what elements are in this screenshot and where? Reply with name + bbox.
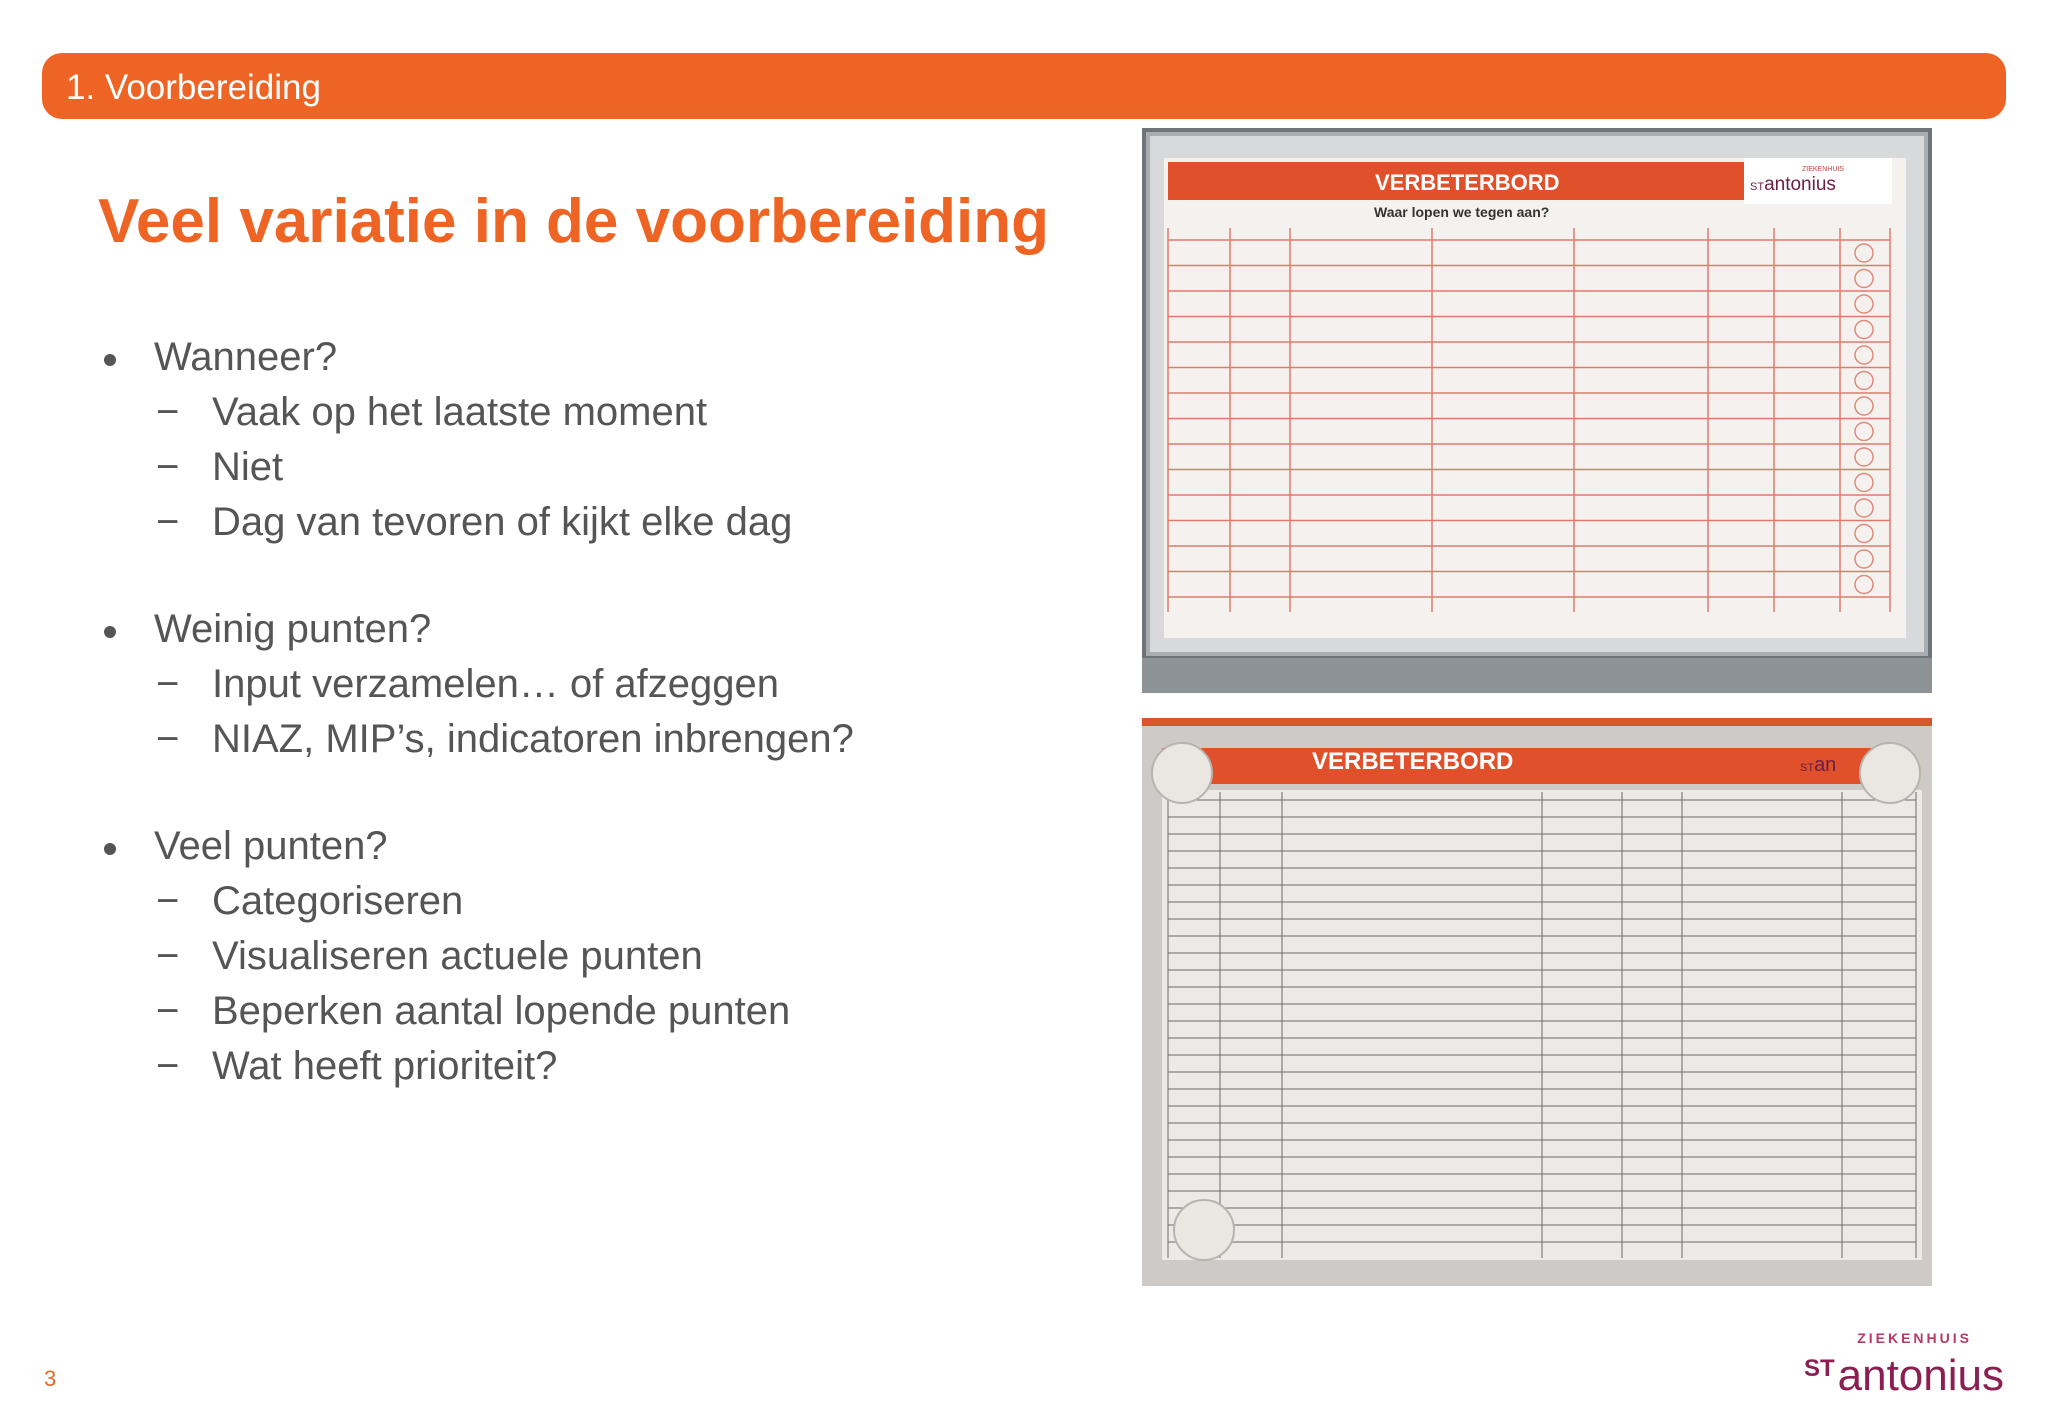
sub-item: − Dag van tevoren of kijkt elke dag bbox=[100, 495, 1100, 550]
bullet-list bbox=[100, 330, 1100, 1146]
board-1-subtitle: Waar lopen we tegen aan? bbox=[1374, 204, 1550, 220]
st-antonius-logo bbox=[1804, 1330, 2004, 1399]
sub-item: − Input verzamelen… of afzeggen bbox=[100, 657, 1100, 712]
logo-name: antonius bbox=[1837, 1351, 2004, 1400]
slide-title: Veel variatie in de voorbereiding bbox=[98, 187, 1050, 256]
sub-item: − Visualiseren actuele punten bbox=[100, 929, 1100, 984]
board-1-title: VERBETERBORD bbox=[1375, 170, 1560, 195]
bullet-item: Weinig punten? bbox=[100, 602, 1100, 657]
section-label: 1. Voorbereiding bbox=[66, 68, 321, 107]
board-1-logo-top: ZIEKENHUIS bbox=[1802, 166, 1845, 173]
bullet-group bbox=[100, 819, 1100, 1094]
sub-item: − Beperken aantal lopende punten bbox=[100, 984, 1100, 1039]
logo-wordmark bbox=[1804, 1346, 2004, 1399]
bullet-group bbox=[100, 330, 1100, 550]
section-header-bar bbox=[42, 53, 2006, 119]
sub-item: − NIAZ, MIP’s, indicatoren inbrengen? bbox=[100, 712, 1100, 767]
bullet-item: Wanneer? bbox=[100, 330, 1100, 385]
sub-item: − Niet bbox=[100, 440, 1100, 495]
logo-subtitle: ZIEKENHUIS bbox=[1857, 1330, 1972, 1346]
board-1-logo: STantonius bbox=[1750, 174, 1836, 195]
logo-st: ST bbox=[1803, 1355, 1835, 1382]
sub-item: − Wat heeft prioriteit? bbox=[100, 1039, 1100, 1094]
whiteboard-photo-2 bbox=[1142, 718, 1932, 1286]
page-number: 3 bbox=[44, 1366, 57, 1391]
whiteboard-2-drawing bbox=[1142, 718, 1932, 1286]
sub-item: − Vaak op het laatste moment bbox=[100, 385, 1100, 440]
board-2-logo: STan bbox=[1800, 754, 1837, 776]
bullet-item: Veel punten? bbox=[100, 819, 1100, 874]
board-2-title: VERBETERBORD bbox=[1312, 748, 1514, 775]
bullet-group bbox=[100, 602, 1100, 767]
sub-item: − Categoriseren bbox=[100, 874, 1100, 929]
whiteboard-photo-1 bbox=[1142, 128, 1932, 693]
